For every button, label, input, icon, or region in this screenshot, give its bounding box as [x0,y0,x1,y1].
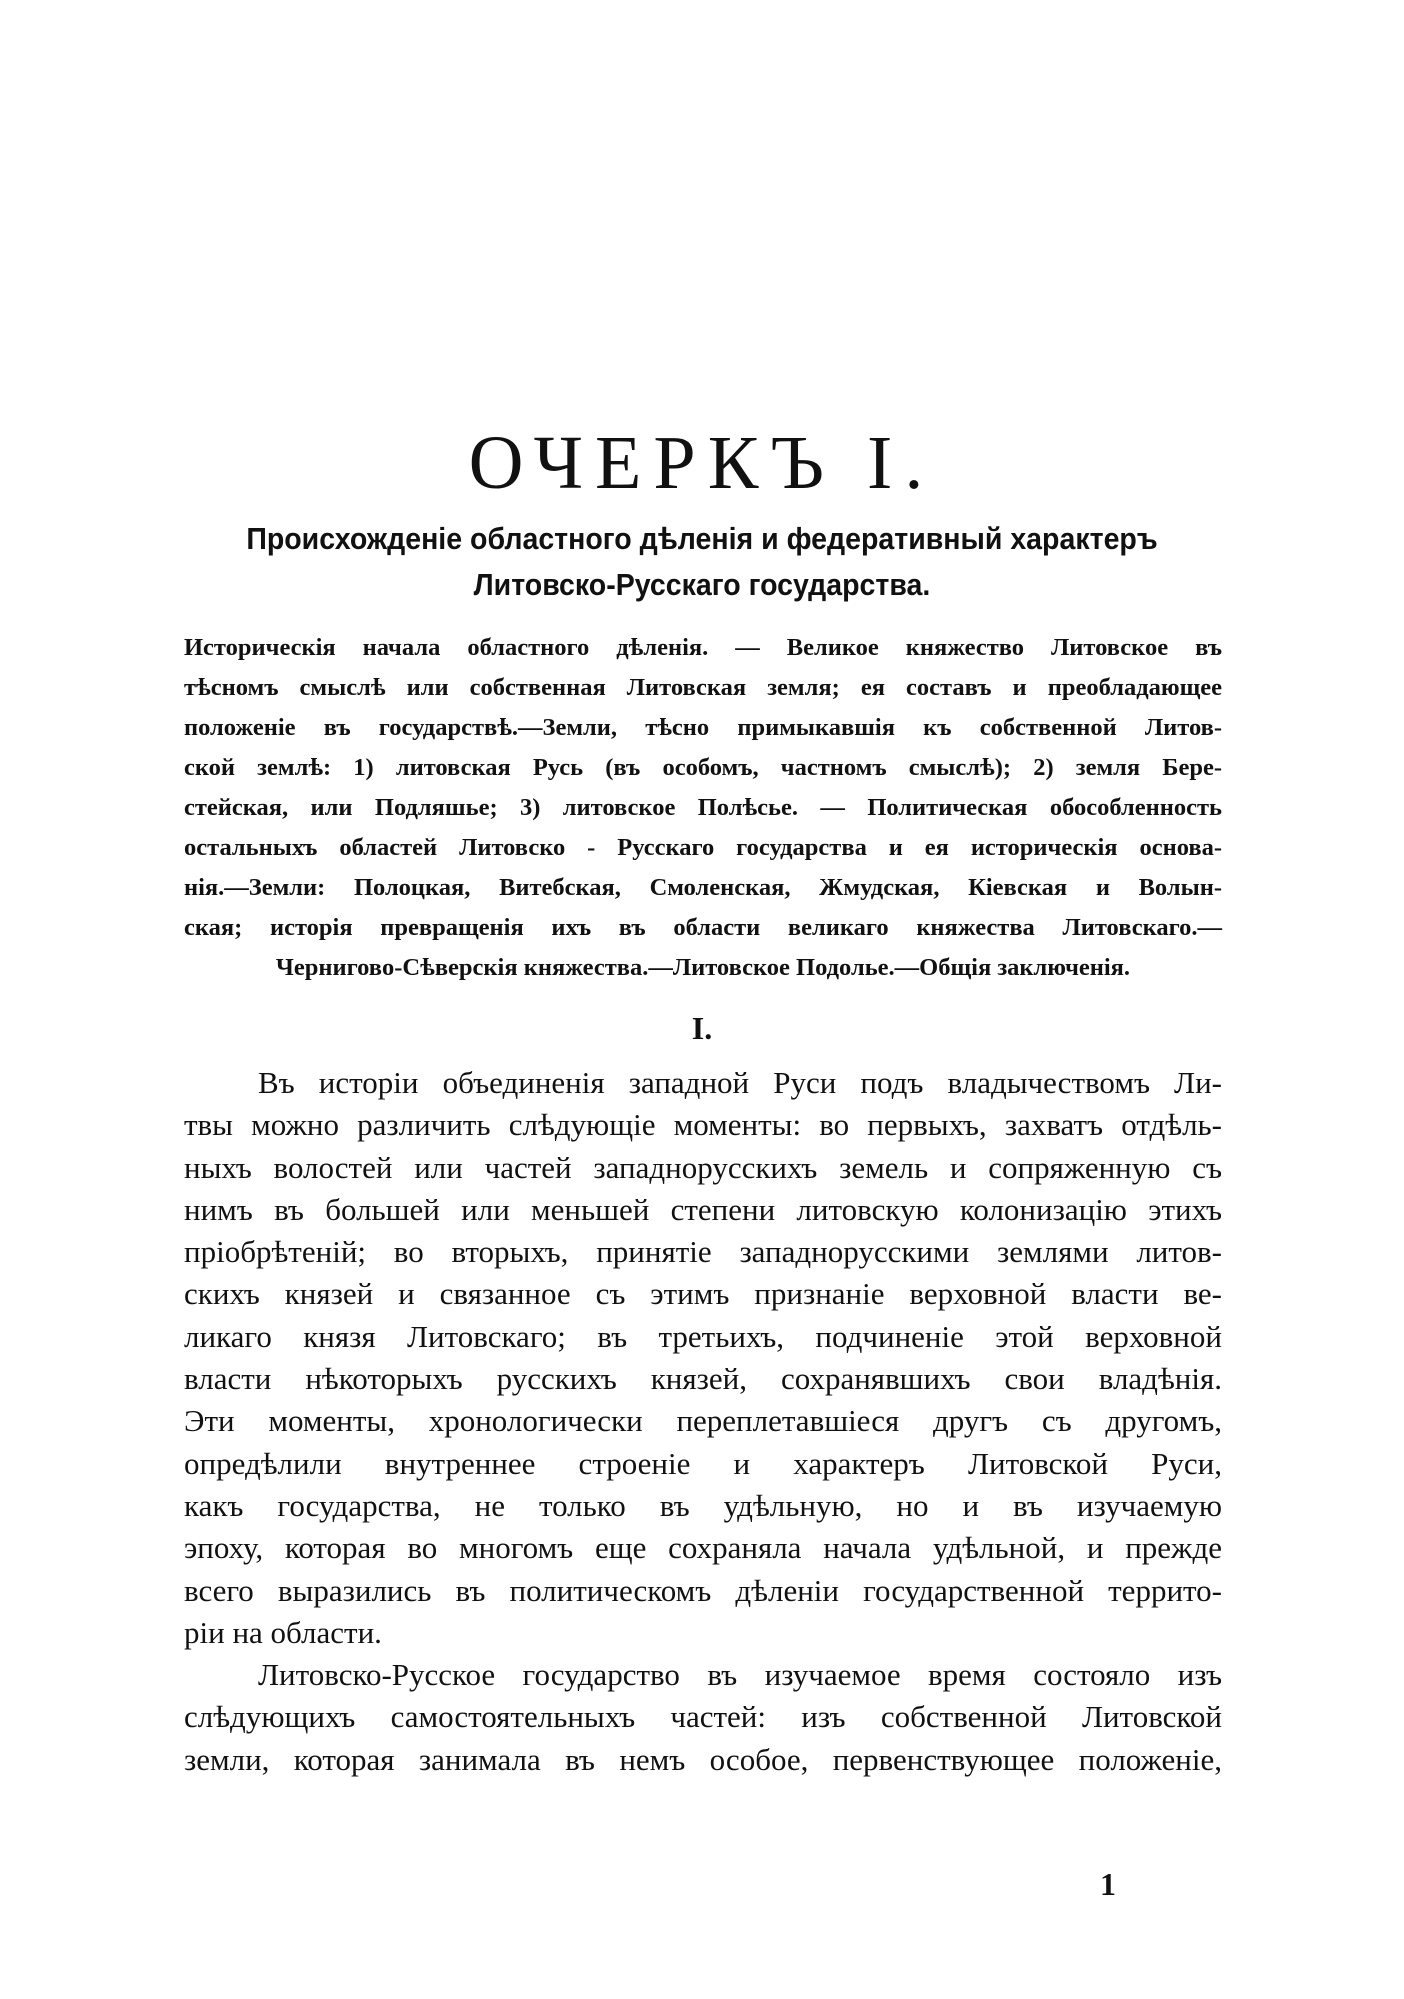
body-line: пріобрѣтеній; во вторыхъ, принятіе западнорусскими землями литов- [184,1234,1222,1270]
body-line: Эти моменты, хронологически переплетавшіеся другъ съ другомъ, [184,1403,1222,1439]
body-text [184,1062,1222,1781]
body-line: всего выразились въ политическомъ дѣленіи государственной террито- [184,1572,1222,1608]
chapter-title: ОЧЕРКЪ I. [468,421,936,505]
summary-line: тѣсномъ смыслѣ или собственная Литовская земля; ея составъ и преобладающее [184,674,1222,701]
body-line: твы можно различить слѣдующіе моменты: во первыхъ, захватъ отдѣль- [184,1107,1222,1143]
summary-line: Историческія начала областного дѣленія. — Великое княжество Литовское въ [184,634,1222,661]
summary-line: стейская, или Подляшье; 3) литовское Полѣсье. — Политическая обособленность [184,794,1222,821]
summary-line: Черниговo-Сѣверскія княжества.—Литовское Подолье.—Общія заключенія. [275,954,1131,981]
summary-line: остальныхъ областей Литовско - Русскаго государства и ея историческія основа- [184,834,1222,861]
body-line: слѣдующихъ самостоятельныхъ частей: изъ собственной Литовской [184,1699,1222,1735]
body-line: ликаго князя Литовскаго; въ третьихъ, подчиненіе этой верховной [184,1318,1222,1354]
subtitle-line: Происхожденіе областного дѣленія и федеративный характеръ [246,521,1158,556]
body-line: нимъ въ большей или меньшей степени литовскую колонизацію этихъ [184,1191,1222,1227]
body-line: земли, которая занимала въ немъ особое, первенствующее положеніе, [184,1741,1222,1777]
body-line: эпоху, которая во многомъ еще сохраняла начала удѣльной, и прежде [184,1530,1222,1566]
body-line: Литовско-Русское государство въ изучаемое время состояло изъ [258,1657,1222,1693]
summary-line: ской землѣ: 1) литовская Русь (въ особомъ, частномъ смыслѣ); 2) земля Бере- [184,754,1222,781]
body-line: скихъ князей и связанное съ этимъ признаніе верховной власти ве- [184,1276,1222,1312]
summary-line: нія.—Земли: Полоцкая, Витебская, Смоленская, Жмудская, Кіевская и Волын- [184,874,1222,901]
chapter-subtitle [185,516,1219,608]
subtitle-line: Литовско-Русскаго государства. [473,567,931,602]
body-line: власти нѣкоторыхъ русскихъ князей, сохранявшихъ свои владѣнія. [184,1361,1222,1397]
body-line: опредѣлили внутреннее строеніе и характеръ Литовской Руси, [184,1445,1222,1481]
summary-line: положеніе въ государствѣ.—Земли, тѣсно примыкавшія къ собственной Литов- [184,714,1222,741]
body-line: ріи на области. [184,1614,382,1650]
body-line: Въ исторіи объединенія западной Руси подъ владычествомъ Ли- [258,1065,1222,1100]
section-number: I. [691,1010,713,1046]
chapter-summary [184,628,1222,988]
body-line: какъ государства, не только въ удѣльную, но и въ изучаемую [184,1487,1222,1523]
page-number: 1 [1100,1866,1116,1902]
body-line: ныхъ волостей или частей западнорусскихъ земель и сопряженную съ [184,1149,1222,1185]
summary-line: ская; исторія превращенія ихъ въ области великаго княжества Литовскаго.— [184,914,1222,941]
